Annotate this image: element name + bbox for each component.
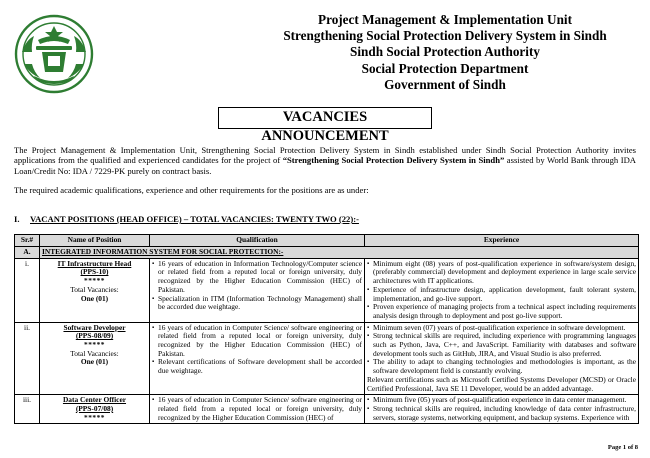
experience-item: ▪ The ability to adapt to changing technologies and methodologies is important, as the software development field is constantly evolving.: [367, 358, 636, 375]
position-stars: *****: [84, 276, 105, 286]
qualification-item: ▪ Relevant certifications of Software development shall be accorded due weightage.: [152, 358, 362, 375]
experience-item: ▪ Strong technical skills are required, including experience with programming languages such as Python, Java, C++, and JavaScript. Familiarity with databases and software development tools such as GitHub, JIRA, and Visual Studio is also preferred.: [367, 332, 636, 358]
position-name: Data Center Officer: [62, 395, 127, 405]
position-scale: (PPS-08/09): [75, 331, 114, 341]
row-sr: iii.: [15, 395, 40, 424]
table-row: [15, 395, 639, 424]
position-stars: *****: [84, 340, 105, 350]
table-row: [15, 258, 639, 322]
section-heading: [14, 214, 359, 224]
qualification-item: ▪ 16 years of education in Information Technology/Computer science or related field from a reputed local or foreign university, duly recognized by the Higher Education Commission (HEC) of Pakistan.: [152, 260, 362, 295]
position-cell: [40, 395, 150, 424]
vacancies-count: One (01): [80, 357, 109, 367]
experience-cell: [365, 395, 639, 424]
position-name: Software Developer: [63, 322, 126, 332]
header-department: Social Protection Department: [361, 60, 529, 76]
group-title: INTEGRATED INFORMATION SYSTEM FOR SOCIAL PROTECTION:-: [42, 247, 284, 256]
section-number: I.: [14, 214, 20, 224]
header-experience: Experience: [365, 235, 639, 247]
section-title: VACANT POSITIONS (HEAD OFFICE) – TOTAL VACANCIES: TWENTY TWO (22):-: [30, 214, 359, 224]
row-sr: ii.: [15, 322, 40, 395]
header-qualification: Qualification: [150, 235, 365, 247]
vacancies-table-viewport: [14, 234, 640, 444]
experience-item: ▪ Minimum eight (08) years of post-qualification experience in software/system design, (preferably commercial) development and deployment experience in large scale service architectures with IT applications.: [367, 260, 636, 286]
header-unit: Project Management & Implementation Unit: [318, 12, 572, 27]
vacancies-count: One (01): [80, 293, 109, 303]
experience-cell: [365, 322, 639, 395]
organization-header: [250, 12, 640, 93]
experience-item: ▪ Proven experience of managing projects from a technical aspect including requirements analysis design through to deployment and post go-live support.: [367, 303, 636, 320]
page-number: Page 1 of 8: [607, 444, 638, 451]
vacancies-label: Total Vacancies:: [70, 284, 119, 294]
intro-paragraph: [14, 145, 636, 176]
group-title-cell: [40, 247, 639, 259]
vacancies-title: VACANCIES ANNOUNCEMENT: [218, 107, 432, 129]
vacancies-label: Total Vacancies:: [70, 348, 119, 358]
intro-text-start: The Project Management & Implementation Unit, Strengthening Social Protection Delivery System in Sindh established under Sindh Social Protection Authority invites applications from the qualified and experienced candidates for the project of: [14, 145, 636, 166]
experience-item: ▪ Experience of infrastructure design, application development, fault tolerant system, implementation, and go-live support.: [367, 286, 636, 303]
group-sr: A.: [15, 247, 40, 259]
government-of-sindh-logo: [12, 12, 96, 96]
experience-item: ▪ Strong technical skills are required, including knowledge of data center infrastructure, servers, storage systems, networking equipment, and backup systems. Experience with: [367, 405, 636, 422]
government-of-sindh-emblem-icon: [12, 12, 96, 96]
vacancies-table: [14, 234, 639, 424]
row-sr: i.: [15, 258, 40, 322]
intro-text-end: assisted by World Bank through IDA Loan/Credit No: IDA / 7229-PK purely on contract basis.: [14, 155, 636, 176]
header-position: Name of Position: [40, 235, 150, 247]
qualification-item: ▪ Specialization in ITM (Information Technology Management) shall be accorded due weightage.: [152, 295, 362, 312]
header-sr: Sr.#: [15, 235, 40, 247]
qualification-item: ▪ 16 years of education in Computer Science/ software engineering or related field from a reputed local or foreign university, duly recognized by the Higher Education Commission (HEC) of Pakistan.: [152, 324, 362, 359]
qualification-cell: [150, 258, 365, 322]
position-cell: [40, 322, 150, 395]
table-header-row: [15, 235, 639, 247]
position-scale: (PPS-07/08): [75, 403, 114, 413]
table-row: [15, 322, 639, 395]
experience-item: ▪ Minimum five (05) years of post-qualification experience in data center management.: [367, 396, 636, 405]
position-name: IT Infrastructure Head: [57, 258, 132, 268]
experience-cell: [365, 258, 639, 322]
intro-project-name: “Strengthening Social Protection Delivery System in Sindh”: [282, 155, 505, 166]
qualification-cell: [150, 322, 365, 395]
experience-item: ▪ Minimum seven (07) years of post-qualification experience in software development.: [367, 324, 636, 333]
qualification-cell: [150, 395, 365, 424]
header-government: Government of Sindh: [384, 76, 506, 92]
experience-note: Relevant certifications such as Microsoft Certified Systems Developer (MCSD) or Oracle Certified Professional, Java SE 11 Developer, would be an added advantage.: [367, 374, 636, 393]
position-stars: *****: [84, 412, 105, 422]
requirements-note: The required academic qualifications, experience and other requirements for the positions are as under:: [14, 185, 369, 195]
position-cell: [40, 258, 150, 322]
group-row: [15, 247, 639, 259]
qualification-item: ▪ 16 years of education in Computer Science/ software engineering or related field from a reputed local or foreign university, duly recognized by the Higher Education Commission (HEC) of: [152, 396, 362, 422]
position-scale: (PPS-10): [80, 267, 109, 277]
header-authority: Sindh Social Protection Authority: [350, 44, 540, 60]
header-project: Strengthening Social Protection Delivery System in Sindh: [283, 28, 607, 44]
